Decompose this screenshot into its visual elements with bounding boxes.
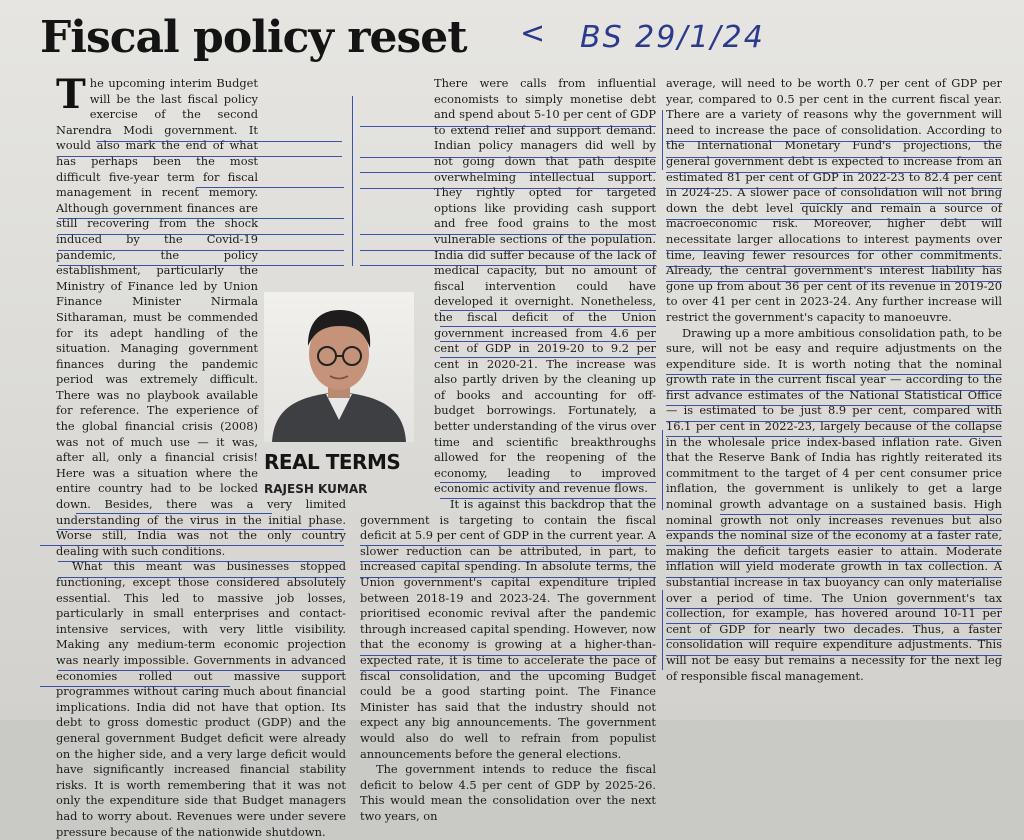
- byline: [264, 450, 414, 496]
- pen-underline: [440, 357, 656, 358]
- pen-underline: [666, 188, 1002, 189]
- paragraph-3: There were calls from influential economists to simply monetise debt and spend about 5-10 per cent of GDP to extend relief and support demand. Indian policy managers did well by not going down that path despite overwhelming intellectual support. They rightly opted for targeted options like providing cash support and free food grains to the most vulnerable sections of the population. India did suffer because of the lack of medical capacity, but no amount of fiscal intervention could have developed it overnight. Nonetheless, the fiscal deficit of the Union government increased from 4.6 per cent of GDP in 2019-20 to 9.2 per cent in 2020-21. The increase was also partly driven by the cleaning up of books and accounting for off-budget borrowings. Fortunately, a better understanding of the virus over time and scientific breakthroughs allowed for the reopening of the economy, leading to improved economic activity and revenue flows.: [434, 76, 656, 496]
- handwritten-bracket: <: [520, 16, 546, 51]
- pen-underline: [360, 250, 656, 251]
- pen-underline: [666, 436, 1002, 437]
- column-name: REAL TERMS: [264, 450, 401, 474]
- pen-underline: [96, 141, 342, 142]
- handwritten-date-note: BS 29/1/24: [580, 20, 765, 55]
- pen-underline: [666, 219, 1002, 220]
- pen-underline: [58, 561, 344, 562]
- article-column-3: [666, 76, 1002, 684]
- pen-underline: [666, 141, 1002, 142]
- drop-cap: T: [56, 71, 86, 118]
- pen-underline: [666, 561, 1002, 562]
- pen-underline: [58, 218, 344, 219]
- pen-underline: [666, 608, 1002, 609]
- pen-underline: [360, 234, 656, 235]
- pen-underline: [720, 514, 1002, 515]
- pen-underline: [360, 172, 656, 173]
- pen-underline: [196, 187, 344, 188]
- paragraph-5: The government intends to reduce the fiscal deficit to below 4.5 per cent of GDP by 2025-26. This would mean the consolidation over the next two years, on: [360, 762, 656, 823]
- pen-margin-line: [662, 110, 663, 170]
- pen-underline: [76, 513, 272, 514]
- pen-underline: [360, 126, 656, 127]
- pen-underline: [440, 341, 656, 342]
- pen-underline: [666, 530, 1002, 531]
- pen-underline: [440, 498, 656, 499]
- pen-underline: [666, 577, 1002, 578]
- pen-underline: [58, 234, 344, 235]
- pen-underline: [58, 265, 344, 266]
- pen-underline: [666, 250, 1002, 251]
- pen-underline: [666, 405, 1002, 406]
- pen-underline: [360, 655, 656, 656]
- article-headline: Fiscal policy reset: [40, 12, 467, 63]
- handwritten-annotation: [520, 14, 820, 64]
- pen-margin-line: [662, 430, 663, 510]
- author-photo: [264, 292, 414, 442]
- pen-underline: [360, 670, 656, 671]
- pen-underline: [666, 639, 1002, 640]
- pen-underline: [800, 203, 1002, 204]
- pen-underline: [360, 577, 656, 578]
- pen-underline: [440, 482, 656, 483]
- pen-underline: [40, 686, 230, 687]
- pen-underline: [58, 577, 344, 578]
- pen-margin-line: [662, 590, 663, 670]
- pen-underline: [666, 545, 1002, 546]
- pen-underline: [58, 156, 342, 157]
- pen-underline: [360, 265, 656, 266]
- paragraph-6: average, will need to be worth 0.7 per cent of GDP per year, compared to 0.5 per cent in the current fiscal year. There are a variety of reasons why the government will need to increase the pace of consolidation. According to the International Monetary Fund's projections, the general government debt is expected to increase from an estimated 81 per cent of GDP in 2022-23 to 82.4 per cent in 2024-25. A slower pace of consolidation will not bring down the debt level quickly and remain a source of macroeconomic risk. Moreover, higher debt will necessitate larger allocations to interest payments over time, leaving fewer resources for other commitments. Already, the central government's interest liability has gone up from about 36 per cent of its revenue in 2019-20 to over 41 per cent in 2023-24. Any further increase will restrict the government's capacity to manoeuvre.: [666, 76, 1002, 324]
- pen-underline: [440, 310, 656, 311]
- pen-underline: [666, 421, 1002, 422]
- pen-underline: [666, 281, 1002, 282]
- pen-underline: [360, 188, 656, 189]
- pen-underline: [666, 172, 1002, 173]
- pen-underline: [58, 670, 344, 671]
- pen-underline: [58, 250, 344, 251]
- pen-underline: [360, 545, 656, 546]
- pen-underline: [666, 390, 1002, 391]
- author-portrait-icon: [264, 292, 414, 442]
- pen-underline: [440, 326, 656, 327]
- paragraph-1-text: he upcoming interim Budget will be the last fiscal policy exercise of the second Narendra Modi government. It would also mark the end of what has perhaps been the most difficult five-year term for fiscal management in recent memory. Although government finances are still recovering from the shock induced by the Covid-19 pandemic, the policy establishment, particularly the Ministry of Finance led by Union Finance Minister Nirmala Sitharaman, must be commended for its adept handling of the situation. Managing government finances during the pandemic period was extremely difficult. There was no playbook available for reference. The experience of the global financial crisis (2008) was not of much use — it was, after all, only a financial crisis! Here was a situation where the entire country had to be locked down. Besides, there was a very limited understanding of the virus in the initial phase. Worse still, India was not the only country dealing with such conditions.: [56, 76, 346, 558]
- pen-margin-line: [352, 96, 353, 266]
- paragraph-7: Drawing up a more ambitious consolidation path, to be sure, will not be easy and require adjustments on the expenditure side. It is worth noting that the nominal growth rate in the current fiscal year — according to the first advance estimates of the National Statistical Office — is estimated to be just 8.9 per cent, compared with 16.1 per cent in 2022-23, largely because of the collapse in the wholesale price index-based inflation rate. Given that the Reserve Bank of India has rightly reiterated its commitment to the target of 4 per cent consumer price inflation, the government is unlikely to get a large nominal growth advantage on a sustained basis. High nominal growth not only increases revenues but also expands the nominal size of the economy at a faster rate, making the deficit targets easier to attain. Moderate inflation will yield moderate growth in tax collection. A substantial increase in tax buoyancy can only materialise over a period of time. The Union government's tax collection, for example, has hovered around 10-11 per cent of GDP for nearly two decades. Thus, a faster consolidation will require expenditure adjustments. This will not be easy but remains a necessity for the next leg of responsible fiscal management.: [666, 325, 1002, 683]
- paragraph-4: It is against this backdrop that the government is targeting to contain the fiscal deficit at 5.9 per cent of GDP in the current year. A slower reduction can be attributed, in part, to increased capital spending. In absolute terms, the Union government's capital expenditure tripled between 2018-19 and 2023-24. The government prioritised economic revival after the pandemic through increased capital spending. However, now that the economy is growing at a higher-than-expected rate, it is time to accelerate the pace of fiscal consolidation, and the upcoming Budget could be a good starting point. The Finance Minister has said that the industry should not expect any big announcements. The government would also do well to refrain from populist announcements before the general elections.: [360, 497, 656, 761]
- paragraph-2: What this meant was businesses stopped functioning, except those considered absolutely essential. This led to massive job losses, particularly in small enterprises and contact-intensive services, with very little visibility. Making any medium-term economic projection was nearly impossible. Governments in advanced economies rolled out massive support programmes without caring much about financial implications. India did not have that option. Its debt to gross domestic product (GDP) and the general government Budget deficit were already on the higher side, and a very large deficit would have significantly increased financial stability risks. It is worth remembering that it was not only the expenditure side that Budget managers had to worry about. Revenues were under severe pressure because of the nationwide shutdown.: [56, 559, 346, 839]
- pen-underline: [666, 266, 1002, 267]
- pen-underline: [360, 157, 656, 158]
- pen-underline: [40, 545, 344, 546]
- pen-underline: [58, 529, 344, 530]
- pen-underline: [666, 374, 1002, 375]
- pen-underline: [360, 561, 656, 562]
- pen-underline: [666, 157, 1002, 158]
- pen-underline: [666, 623, 1002, 624]
- author-name: RAJESH KUMAR: [264, 482, 368, 496]
- pen-underline: [666, 655, 1002, 656]
